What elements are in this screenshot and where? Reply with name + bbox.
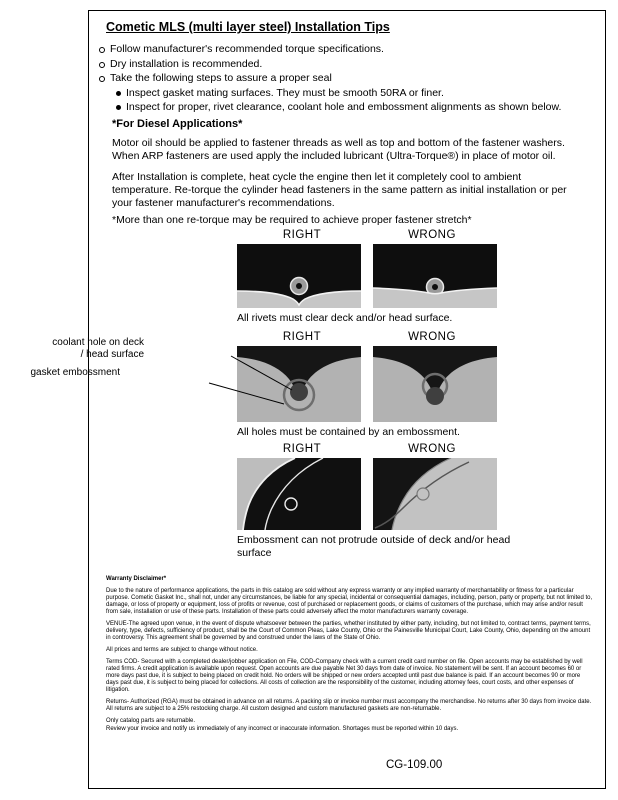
diagram-row-rivets xyxy=(237,229,497,325)
tip-text: Inspect gasket mating surfaces. They must be smooth 50RA or finer. xyxy=(126,86,444,99)
filled-bullet-icon xyxy=(116,91,121,96)
disclaimer-paragraph: Only catalog parts are returnable. xyxy=(106,718,196,724)
disclaimer-heading: Warranty Disclaimer* xyxy=(106,576,167,582)
open-bullet-icon xyxy=(99,62,105,68)
diagram-caption: All rivets must clear deck and/or head surface. xyxy=(237,312,453,324)
disclaimer-paragraph: Review your invoice and notify us immediately of any incorrect or inaccurate information. Shortages must be reported within 10 days. xyxy=(106,726,459,732)
coolant-hole-annotation: coolant hole on deck / head surface xyxy=(52,337,144,360)
disclaimer-paragraph: All prices and terms are subject to change without notice. xyxy=(106,647,258,653)
diagram-caption: All holes must be contained by an embossment. xyxy=(237,426,460,438)
rivet-right-image xyxy=(237,244,361,308)
tip-text: Dry installation is recommended. xyxy=(110,57,263,70)
page-border xyxy=(88,10,606,789)
diagram-images xyxy=(237,458,497,530)
disclaimer-paragraph: Returns- Authorized (RGA) must be obtained in advance on all returns. A packing slip or invoice number must accompany the merchandise. No returns after 30 days from invoice date. All returns are subject to a 25% restocking charge. All custom designed and custom manufactured gaskets are non-returnable. xyxy=(106,699,592,712)
list-item xyxy=(99,58,594,71)
disclaimer-paragraph: Due to the nature of performance applications, the parts in this catalog are sold without any express warranty or any implied warranty of merchantability or fitness for a particular purpose. Cometic Gasket Inc., shall not, under any circumstances, be liable for any special, incidental or consequential damages, including, person, party or property, but not limited to, damage, or loss of property or equipment, loss of profits or revenue, cost of purchased or replacement goods, or claims of customers of the purchase, which may arise and/or result from sale, installation or use of these parts. Installation of these parts could adversely affect the motor manufacturers warranty coverage. xyxy=(106,588,593,615)
diagram-row-embossment xyxy=(237,443,511,560)
warranty-disclaimer xyxy=(106,576,594,738)
hole-wrong-image xyxy=(373,346,497,422)
embossment-right-image xyxy=(237,458,361,530)
diesel-paragraph-1: Motor oil should be applied to fastener threads as well as top and bottom of the fastener washers. When ARP fasteners are used apply the included lubricant (Ultra-Torque®) in place of motor oil. xyxy=(112,137,565,162)
list-item xyxy=(99,43,594,56)
filled-bullet-icon xyxy=(116,105,121,110)
open-bullet-icon xyxy=(99,76,105,82)
disclaimer-paragraph: Terms COD- Secured with a completed dealer/jobber application on File, COD-Company check with a current credit card number on file. Open accounts may be established by well rated firms. A credit application is available upon request. Open accounts are due payable Net 30 days from date of invoice. No statement will be sent. If an account becomes 60 or more days past due, it is subject to being placed on credit hold. No orders will be shipped or new orders accepted until past due balance is paid. If an account becomes 90 or more days past due, it is subject to being placed for collections. All costs of collection are the responsibility of the customer, including attorney fees, court costs, and other expenses of litigation. xyxy=(106,659,583,693)
right-label: RIGHT xyxy=(282,443,322,455)
list-item xyxy=(116,87,594,100)
disclaimer-paragraph: VENUE-The agreed upon venue, in the event of dispute whatsoever between the parties, whether instituted by either party, including, but not limited to, contract terms, payment terms, delivery, type, defects, sufficiency of product, shall be the Court of Common Pleas, Lake County, Ohio or the Painesville Municipal Court, Lake County, Ohio, depending on the amount in controversy. This agreement shall be governed by and construed under the laws of the State of Ohio. xyxy=(106,621,591,641)
diagram-images xyxy=(237,346,497,422)
page-title: Cometic MLS (multi layer steel) Installation Tips xyxy=(106,20,390,34)
tip-text: Inspect for proper, rivet clearance, coolant hole and embossment alignments as shown below. xyxy=(126,101,562,113)
right-label: RIGHT xyxy=(282,331,322,343)
diagram-labels xyxy=(237,229,497,241)
diagram-row-holes xyxy=(237,331,497,439)
diagram-labels xyxy=(237,443,497,455)
diagram-images xyxy=(237,244,497,308)
right-label: RIGHT xyxy=(282,229,322,241)
retorque-note: *More than one re-torque may be required to achieve proper fastener stretch* xyxy=(112,214,472,226)
installation-tips-list xyxy=(99,43,594,116)
wrong-label: WRONG xyxy=(408,229,456,241)
wrong-label: WRONG xyxy=(408,331,456,343)
open-bullet-icon xyxy=(99,47,105,53)
diesel-paragraph-2: After Installation is complete, heat cycle the engine then let it completely cool to ambient temperature. Re-torque the cylinder head fasteners in the same pattern as initial installation or per your fastener manufacturer's recommendations. xyxy=(112,171,567,209)
diesel-applications-heading: *For Diesel Applications* xyxy=(112,118,243,130)
list-item xyxy=(99,72,594,85)
rivet-wrong-image xyxy=(373,244,497,308)
hole-right-image xyxy=(237,346,361,422)
embossment-wrong-image xyxy=(373,458,497,530)
gasket-embossment-annotation: gasket embossment xyxy=(30,367,120,378)
wrong-label: WRONG xyxy=(408,443,456,455)
tip-text: Take the following steps to assure a proper seal xyxy=(110,72,332,84)
diagram-labels xyxy=(237,331,497,343)
document-number: CG-109.00 xyxy=(386,759,443,771)
tip-text: Follow manufacturer's recommended torque specifications. xyxy=(110,43,384,55)
diagram-caption: Embossment can not protrude outside of deck and/or head surface xyxy=(237,534,511,559)
list-item xyxy=(116,101,594,114)
